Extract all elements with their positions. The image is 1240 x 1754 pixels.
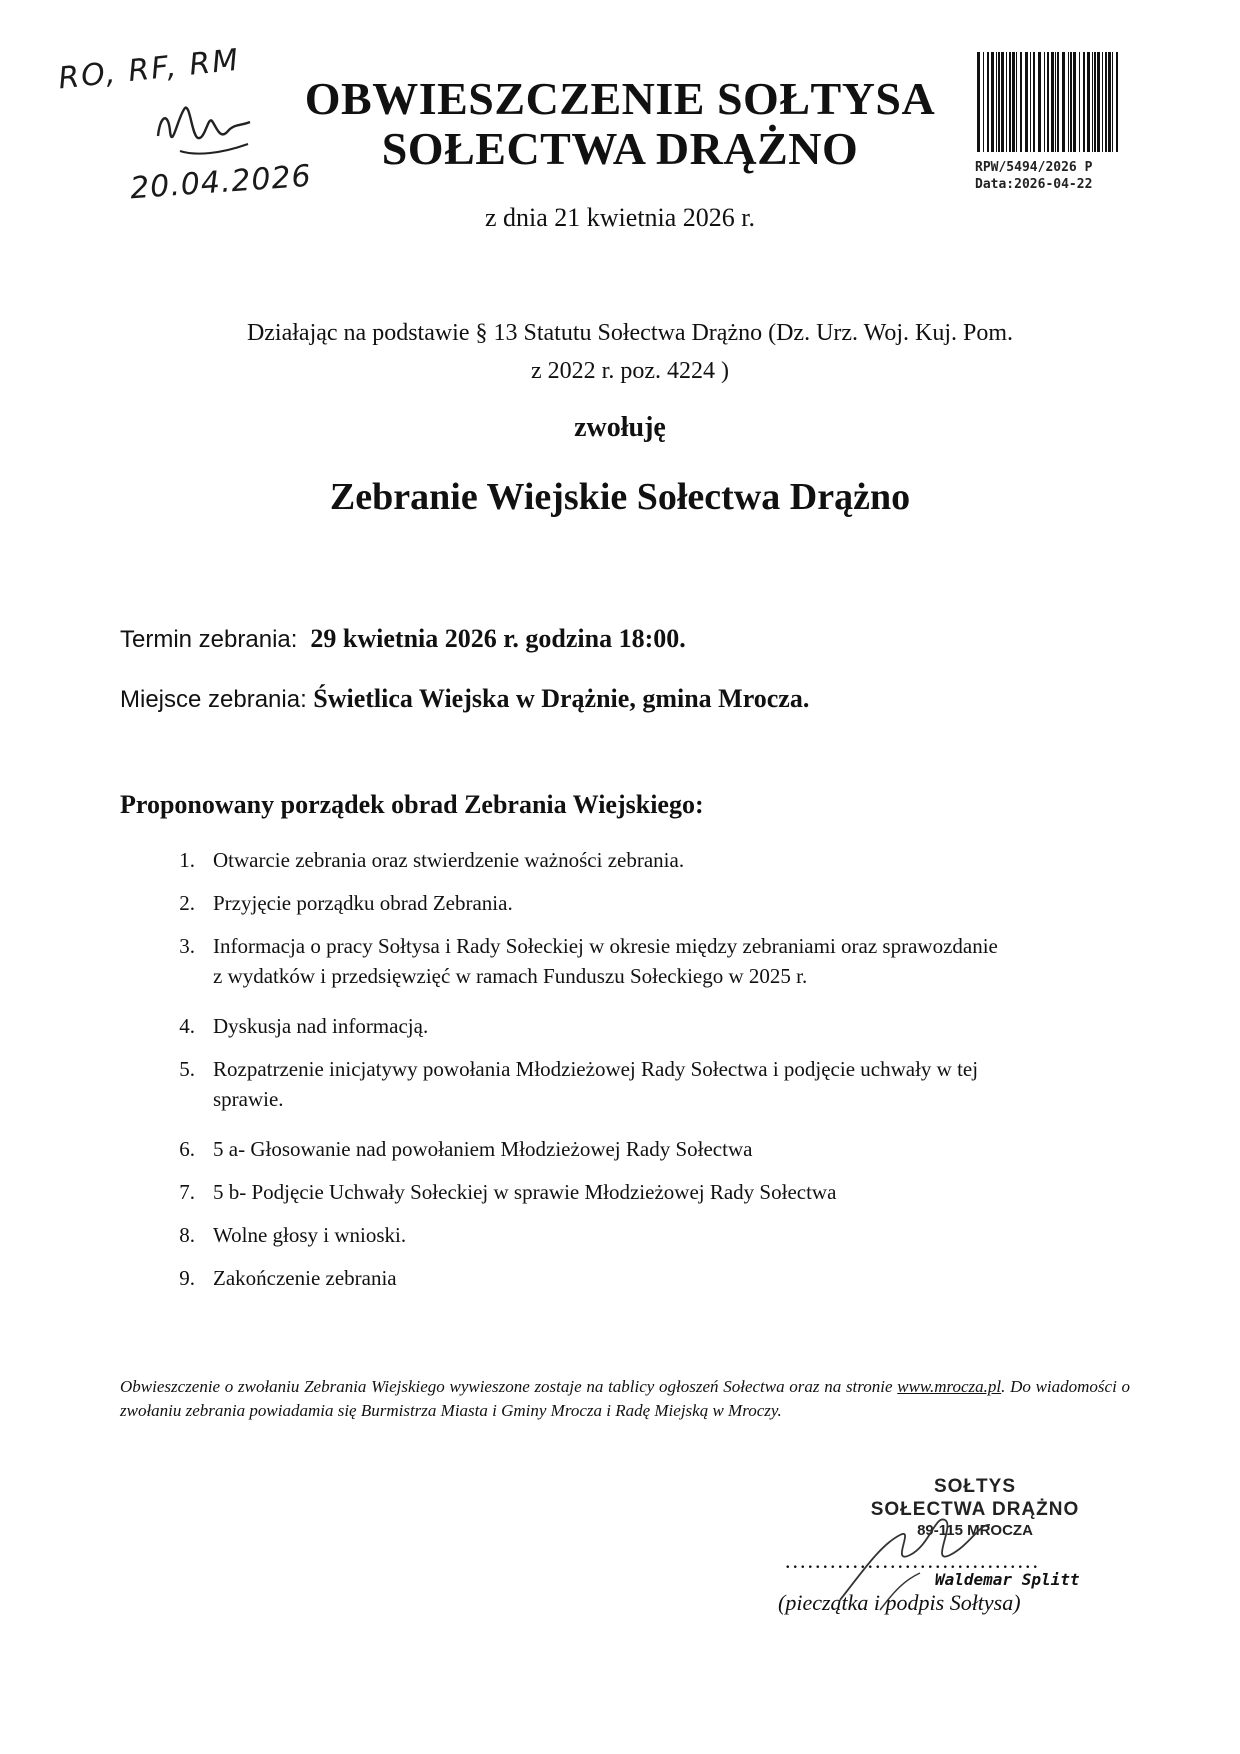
agenda-item: [120, 845, 1130, 875]
document-date: z dnia 21 kwietnia 2026 r.: [484, 203, 756, 232]
registry-number: RPW/5494/2026 P: [975, 160, 1093, 175]
barcode-bar: [1006, 52, 1007, 152]
seal-line2: SOŁECTWA DRĄŻNO: [870, 1499, 1080, 1520]
document-title-line1: OBWIESZCZENIE SOŁTYSA: [304, 73, 936, 124]
barcode-bar: [1079, 52, 1080, 152]
agenda-item: [120, 1011, 1130, 1041]
agenda-text: Otwarcie zebrania oraz stwierdzenie ważności zebrania.: [213, 848, 685, 872]
barcode-bar: [991, 52, 994, 152]
agenda-item: [120, 1177, 1130, 1207]
signature-line: ..................................: [785, 1548, 1040, 1573]
barcode-bar: [977, 52, 980, 152]
agenda-text-continued: sprawie.: [213, 1087, 284, 1111]
seal-line1: SOŁTYS: [933, 1476, 1016, 1497]
barcode-bar: [1108, 52, 1111, 152]
signatory-name: Waldemar Splitt: [935, 1570, 1080, 1589]
posting-notice: [120, 1375, 1130, 1423]
agenda-text-continued: z wydatków i przedsięwzięć w ramach Funduszu Sołeckiego w 2025 r.: [213, 964, 808, 988]
barcode-bar: [1070, 52, 1072, 152]
barcode-bar: [1020, 52, 1022, 152]
agenda-item: [120, 888, 1130, 918]
barcode-bar: [1030, 52, 1031, 152]
registry-date: Data:2026-04-22: [975, 177, 1093, 192]
barcode-bar: [1047, 52, 1049, 152]
barcode-bar: [1073, 52, 1076, 152]
barcode-bar: [996, 52, 997, 152]
agenda-number: 3.: [179, 934, 195, 958]
agenda-item: [120, 1134, 1130, 1164]
agenda-text: Przyjęcie porządku obrad Zebrania.: [213, 891, 513, 915]
barcode: [975, 52, 1125, 154]
barcode-bar: [1102, 52, 1103, 152]
seal-line3: 89-115 MROCZA: [917, 1522, 1033, 1539]
agenda-text: Informacja o pracy Sołtysa i Rady Sołeckiej w okresie między zebraniami oraz sprawozdanie: [213, 934, 998, 958]
convene-word: zwołuję: [574, 412, 666, 443]
notice-text: Obwieszczenie o zwołaniu Zebrania Wiejskiego wywieszone zostaje na tablicy ogłoszeń Sołectwa oraz na stronie: [120, 1377, 893, 1396]
handwritten-date: 20.04.2026: [129, 158, 313, 207]
meeting-place: [120, 684, 809, 714]
agenda-number: 9.: [179, 1266, 195, 1290]
agenda-title: Proponowany porządek obrad Zebrania Wiejskiego:: [120, 790, 704, 819]
barcode-bar: [1112, 52, 1113, 152]
agenda-item: [120, 1220, 1130, 1250]
agenda-text: Dyskusja nad informacją.: [213, 1014, 429, 1038]
agenda-list: [120, 845, 1130, 1306]
place-label: Miejsce zebrania:: [120, 686, 307, 713]
barcode-bar: [987, 52, 989, 152]
barcode-bar: [1001, 52, 1004, 152]
agenda-item: [120, 931, 1130, 998]
barcode-bar: [1025, 52, 1028, 152]
barcode-bar: [1097, 52, 1100, 152]
barcode-bar: [1044, 52, 1045, 152]
agenda-number: 4.: [179, 1014, 195, 1038]
signature-caption: (pieczątka i podpis Sołtysa): [778, 1590, 1021, 1615]
agenda-number: 8.: [179, 1223, 195, 1247]
barcode-bar: [1057, 52, 1059, 152]
agenda-item: [120, 1263, 1130, 1293]
barcode-bar: [1033, 52, 1035, 152]
barcode-bar: [1038, 52, 1041, 152]
notice-text-continued: . Do wiadomości o zwołaniu zebrania powiadamia się Burmistrza Miasta i Gminy Mrocza i Radę Miejską w Mroczy.: [120, 1377, 1131, 1420]
agenda-number: 5.: [179, 1057, 195, 1081]
agenda-number: 1.: [179, 848, 195, 872]
meeting-title: Zebranie Wiejskie Sołectwa Drążno: [329, 476, 911, 518]
barcode-bar: [983, 52, 984, 152]
barcode-bar: [1083, 52, 1085, 152]
handwritten-initials: RO, RF, RM: [56, 42, 242, 97]
term-label: Termin zebrania:: [120, 626, 298, 653]
legal-basis-line2: z 2022 r. poz. 4224 ): [531, 358, 729, 384]
document-title-line2: SOŁECTWA DRĄŻNO: [381, 123, 859, 174]
barcode-bar: [1092, 52, 1093, 152]
barcode-bar: [1009, 52, 1011, 152]
barcode-bar: [1116, 52, 1118, 152]
barcode-bar: [1087, 52, 1090, 152]
meeting-term: [120, 624, 686, 654]
barcode-bar: [1068, 52, 1069, 152]
registry-stamp: [975, 52, 1140, 193]
agenda-text: 5 a- Głosowanie nad powołaniem Młodzieżowej Rady Sołectwa: [213, 1137, 753, 1161]
agenda-item: [120, 1054, 1130, 1121]
barcode-bar: [1105, 52, 1107, 152]
legal-basis-line1: Działając na podstawie § 13 Statutu Sołectwa Drążno (Dz. Urz. Woj. Kuj. Pom.: [246, 320, 1014, 346]
agenda-text: Zakończenie zebrania: [213, 1266, 397, 1290]
barcode-bar: [1062, 52, 1065, 152]
handwritten-paraph: [150, 96, 260, 166]
barcode-bar: [1016, 52, 1017, 152]
barcode-bar: [998, 52, 1000, 152]
mrocza-link[interactable]: www.mrocza.pl: [897, 1377, 1002, 1396]
barcode-bar: [1055, 52, 1056, 152]
agenda-number: 7.: [179, 1180, 195, 1204]
agenda-text: 5 b- Podjęcie Uchwały Sołeckiej w sprawie Młodzieżowej Rady Sołectwa: [213, 1180, 837, 1204]
agenda-number: 6.: [179, 1137, 195, 1161]
barcode-bar: [1012, 52, 1015, 152]
barcode-bar: [1051, 52, 1054, 152]
agenda-text: Wolne głosy i wnioski.: [213, 1223, 407, 1247]
place-value: Świetlica Wiejska w Drążnie, gmina Mrocza.: [313, 684, 810, 713]
agenda-number: 2.: [179, 891, 195, 915]
barcode-bar: [1094, 52, 1096, 152]
term-value: 29 kwietnia 2026 r. godzina 18:00.: [310, 624, 686, 653]
agenda-text: Rozpatrzenie inicjatywy powołania Młodzieżowej Rady Sołectwa i podjęcie uchwały w tej: [213, 1057, 979, 1081]
